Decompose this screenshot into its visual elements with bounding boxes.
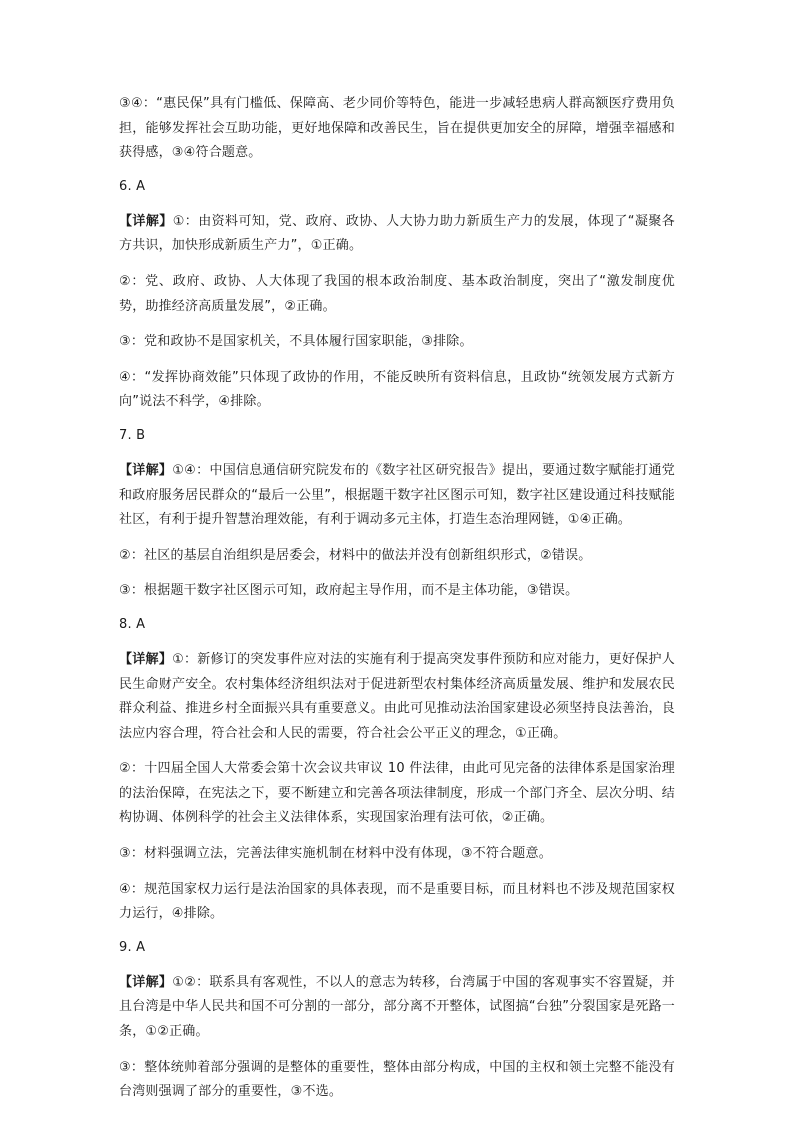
detail-text: ①②：联系具有客观性，不以人的意志为转移，台湾属于中国的客观事实不容置疑，并且台湾是中华人民共和国不可分割的一部分，部分离不开整体，试图搞“台独”分裂国家是死路一条，①②正确。 xyxy=(119,974,675,1040)
paragraph: ③：党和政协不是国家机关，不具体履行国家职能，③排除。 xyxy=(119,334,473,350)
paragraph: ③：整体统帅着部分强调的是整体的重要性，整体由部分构成，中国的主权和领土完整不能没有台湾则强调了部分的重要性，③不选。 xyxy=(119,1059,675,1100)
detail-text: ①：由资料可知，党、政府、政协、人大协力助力新质生产力的发展，体现了“凝聚各方共识，加快形成新质生产力”，①正确。 xyxy=(119,213,675,254)
paragraph: ④：规范国家权力运行是法治国家的具体表现，而不是重要目标，而且材料也不涉及规范国家权力运行，④排除。 xyxy=(119,881,675,922)
answer-heading: 8. A xyxy=(119,616,146,632)
paragraph: ③④：“惠民保”具有门槛低、保障高、老少同价等特色，能进一步减轻患病人群高额医疗费用负担，能够发挥社会互助功能，更好地保障和改善民生，旨在提供更加安全的屏障，增强幸福感和获得感，③④符合题意。 xyxy=(119,96,675,161)
detail-paragraph xyxy=(119,459,675,533)
detail-text: ①：新修订的突发事件应对法的实施有利于提高突发事件预防和应对能力，更好保护人民生命财产安全。农村集体经济组织法对于促进新型农村集体经济高质量发展、维护和发展农民群众利益、推进乡村全面振兴具有重要意义。由此可见推动法治国家建设必须坚持良法善治，良法应内容合理，符合社会和人民的需要，符合社会公平正义的理念，①正确。 xyxy=(119,651,675,741)
detail-paragraph xyxy=(119,971,675,1045)
answer-heading: 9. A xyxy=(119,939,146,955)
paragraph: ②：十四届全国人大常委会第十次会议共审议 10 件法律，由此可见完备的法律体系是国家治理的法治保障，在宪法之下，要不断建立和完善各项法律制度，形成一个部门齐全、层次分明、结构协调、体例科学的社会主义法律体系，实现国家治理有法可依，②正确。 xyxy=(119,761,675,826)
paragraph: ③：材料强调立法，完善法律实施机制在材料中没有体现，③不符合题意。 xyxy=(119,846,552,862)
detail-tag: 【详解】 xyxy=(119,974,173,990)
detail-text: ①④：中国信息通信研究院发布的《数字社区研究报告》提出，要通过数字赋能打通党和政府服务居民群众的“最后一公里”，根据题干数字社区图示可知，数字社区建设通过科技赋能社区，有利于提升智慧治理效能，有利于调动多元主体，打造生态治理网链，①④正确。 xyxy=(119,462,675,528)
detail-tag: 【详解】 xyxy=(119,462,173,478)
paragraph: ④：“发挥协商效能”只体现了政协的作用，不能反映所有资料信息，且政协“统领发展方式新方向”说法不科学，④排除。 xyxy=(119,369,675,410)
paragraph: ③：根据题干数字社区图示可知，政府起主导作用，而不是主体功能，③错误。 xyxy=(119,583,579,599)
answer-heading: 6. A xyxy=(119,178,146,194)
paragraph: ②：党、政府、政协、人大体现了我国的根本政治制度、基本政治制度，突出了“激发制度优势，助推经济高质量发展”，②正确。 xyxy=(119,273,675,314)
answer-heading: 7. B xyxy=(119,427,146,443)
document-body xyxy=(119,92,675,1116)
paragraph: ②：社区的基层自治组织是居委会，材料中的做法并没有创新组织形式，②错误。 xyxy=(119,547,592,563)
detail-paragraph xyxy=(119,648,675,746)
detail-tag: 【详解】 xyxy=(119,213,173,229)
detail-tag: 【详解】 xyxy=(119,651,173,667)
detail-paragraph xyxy=(119,210,675,259)
